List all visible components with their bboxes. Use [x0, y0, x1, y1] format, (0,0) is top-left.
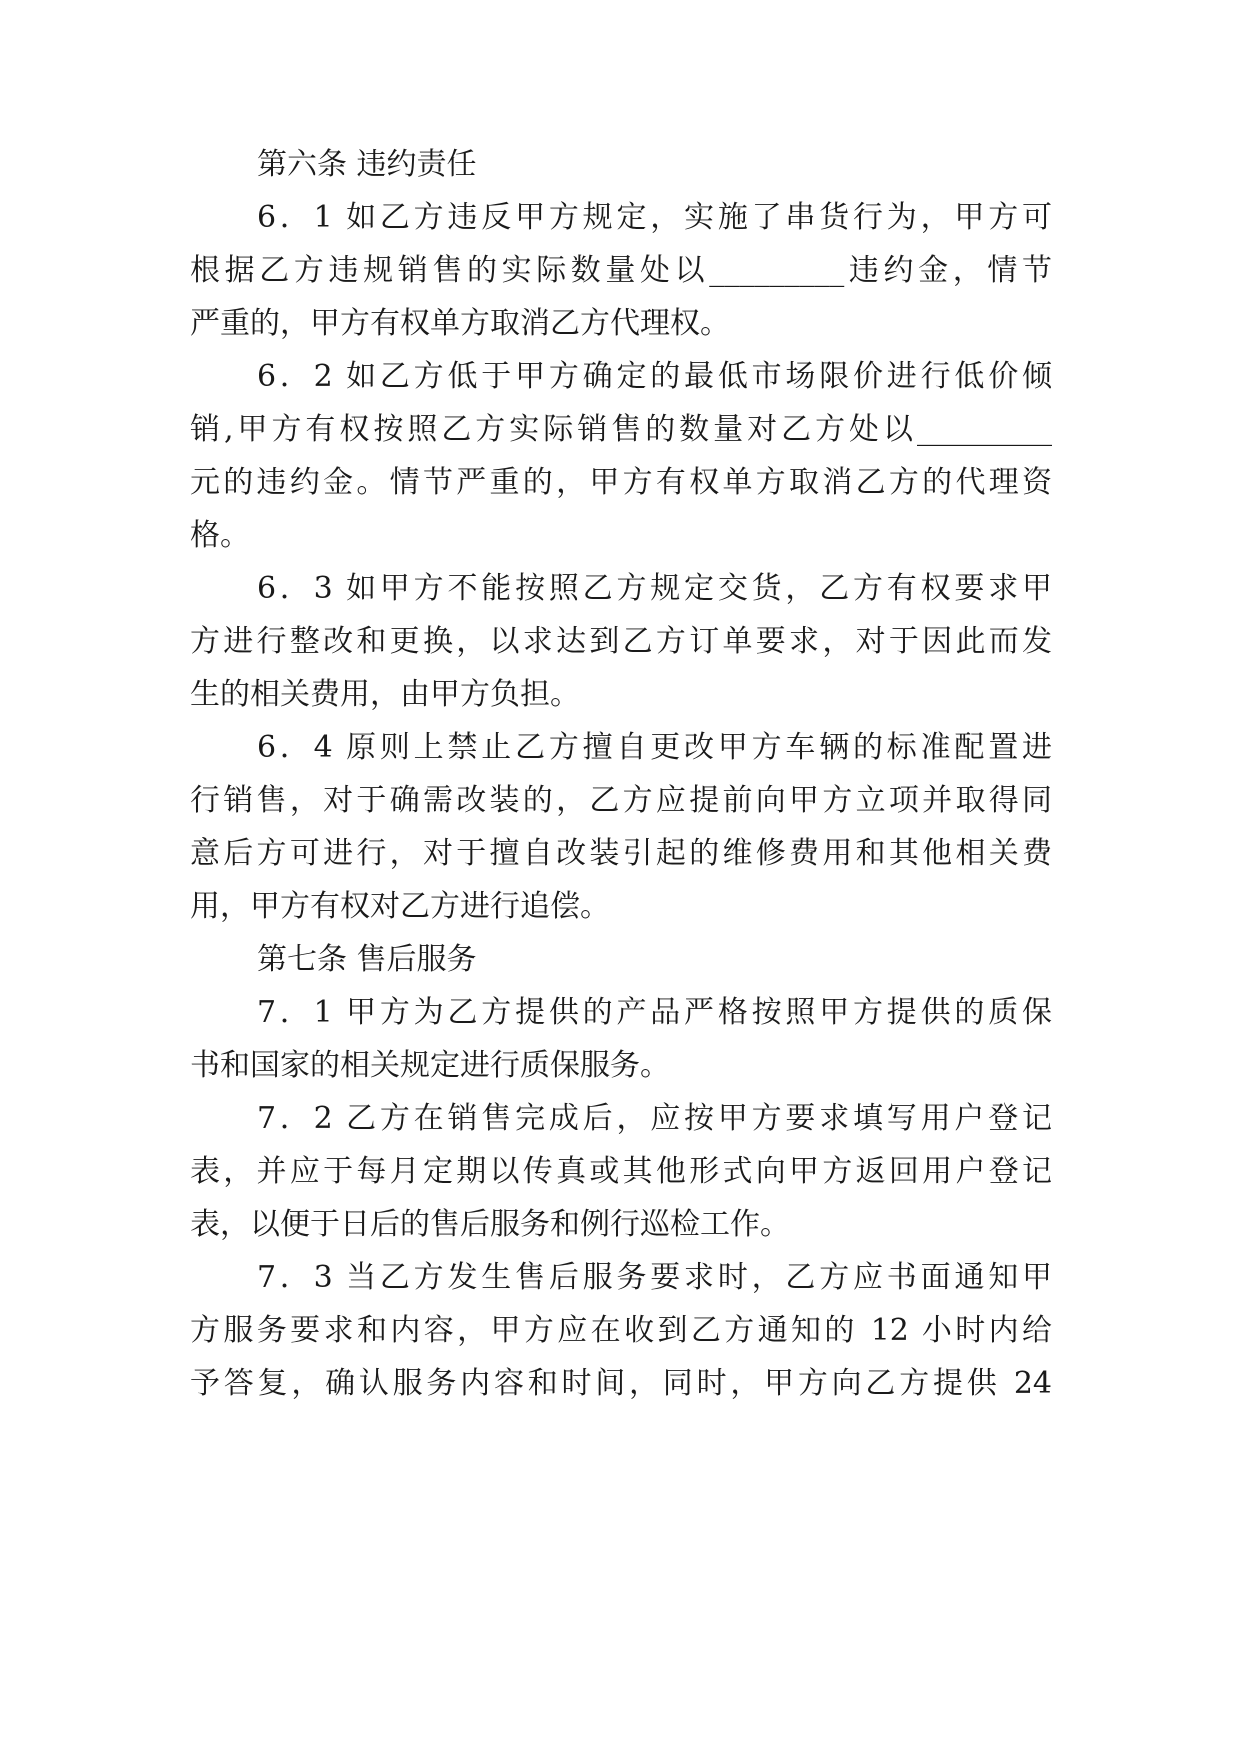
paragraph-line: 格。: [190, 518, 250, 553]
paragraph-line: 生的相关费用，由甲方负担。: [190, 677, 580, 712]
paragraph-line: 6．1 如乙方违反甲方规定，实施了串货行为，甲方可: [257, 200, 1052, 235]
paragraph-line: 表，以便于日后的售后服务和例行巡检工作。: [190, 1207, 790, 1242]
paragraph-line: 6．3 如甲方不能按照乙方规定交货，乙方有权要求甲: [257, 571, 1052, 606]
paragraph-line: 方进行整改和更换，以求达到乙方订单要求，对于因此而发: [190, 624, 1052, 659]
paragraph-line: 行销售，对于确需改装的，乙方应提前向甲方立项并取得同: [190, 783, 1052, 818]
paragraph-line: 7．2 乙方在销售完成后，应按甲方要求填写用户登记: [257, 1101, 1052, 1136]
paragraph-line: 根据乙方违规销售的实际数量处以_________违约金，情节: [190, 253, 1052, 288]
section-heading-7: 第七条 售后服务: [257, 942, 477, 977]
paragraph-line: 销,甲方有权按照乙方实际销售的数量对乙方处以_________: [190, 412, 1052, 447]
paragraph-line: 用，甲方有权对乙方进行追偿。: [190, 889, 610, 924]
paragraph-line: 予答复，确认服务内容和时间，同时，甲方向乙方提供 24: [190, 1366, 1052, 1401]
paragraph-line: 6．4 原则上禁止乙方擅自更改甲方车辆的标准配置进: [257, 730, 1052, 765]
section-heading-6: 第六条 违约责任: [257, 147, 477, 182]
paragraph-line: 6．2 如乙方低于甲方确定的最低市场限价进行低价倾: [257, 359, 1052, 394]
paragraph-line: 表，并应于每月定期以传真或其他形式向甲方返回用户登记: [190, 1154, 1052, 1189]
paragraph-line: 7．1 甲方为乙方提供的产品严格按照甲方提供的质保: [257, 995, 1052, 1030]
paragraph-line: 书和国家的相关规定进行质保服务。: [190, 1048, 670, 1083]
paragraph-line: 7．3 当乙方发生售后服务要求时，乙方应书面通知甲: [257, 1260, 1052, 1295]
paragraph-line: 方服务要求和内容，甲方应在收到乙方通知的 12 小时内给: [190, 1313, 1052, 1348]
paragraph-line: 意后方可进行，对于擅自改装引起的维修费用和其他相关费: [190, 836, 1052, 871]
paragraph-line: 严重的，甲方有权单方取消乙方代理权。: [190, 306, 730, 341]
paragraph-line: 元的违约金。情节严重的，甲方有权单方取消乙方的代理资: [190, 465, 1052, 500]
